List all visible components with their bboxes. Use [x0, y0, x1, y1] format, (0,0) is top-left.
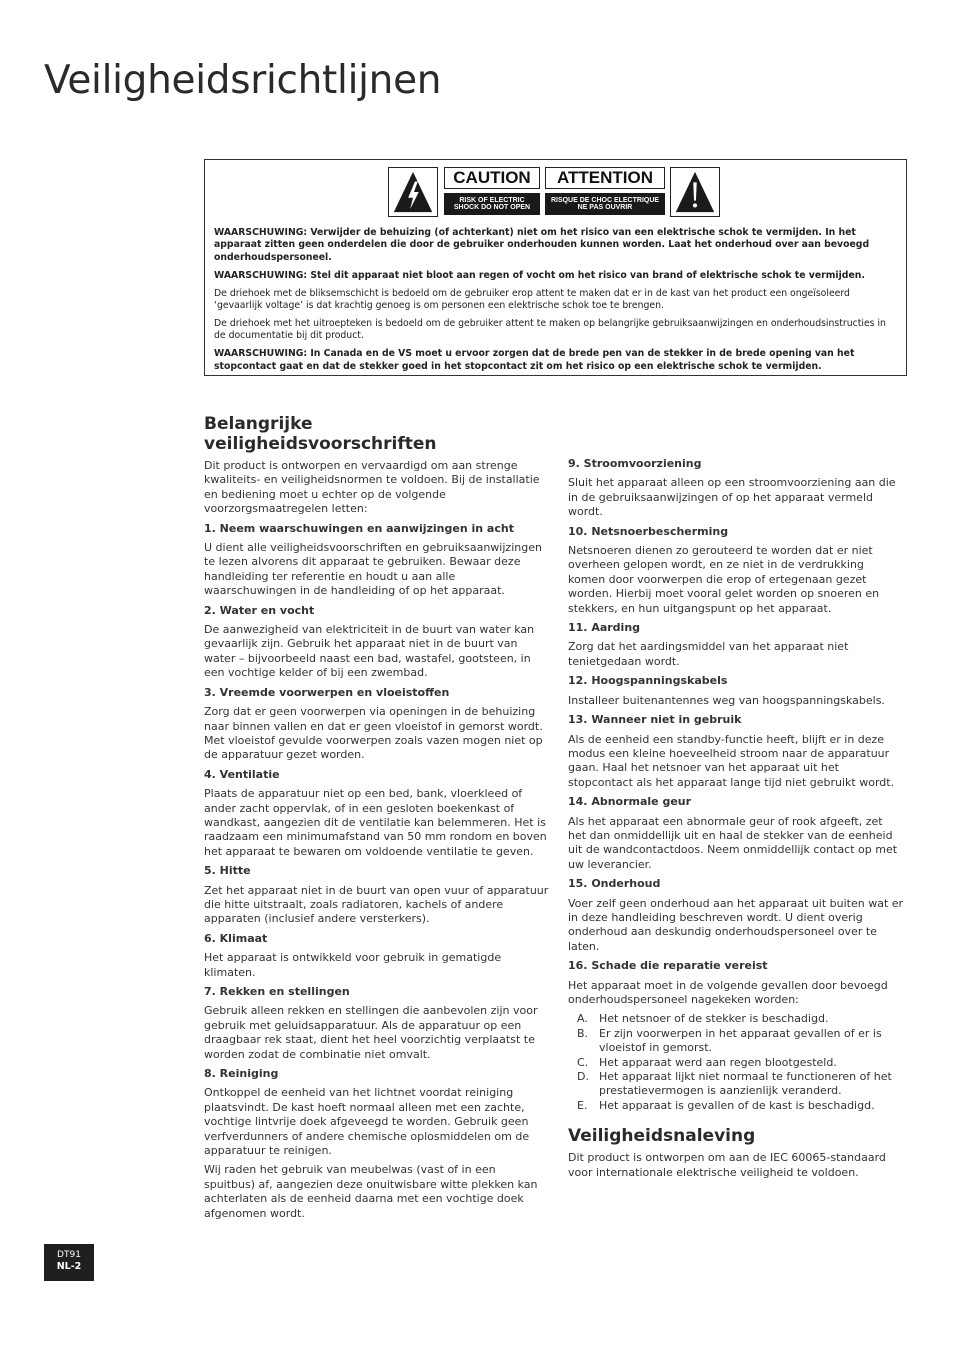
- item-body: Als het apparaat een abnormale geur of rook afgeeft, zet het dan onmiddellijk uit en haal de stekker van de eenheid uit de wandcontactdoos. Neem onmiddellijk contact op met uw leverancier.: [568, 814, 898, 871]
- item-body: U dient alle veiligheidsvoorschriften en gebruiksaanwijzingen te lezen alvorens dit apparaat te gebruiken. Bewaar deze handleiding ter referentie en houdt u aan alle waarschuwingen in de handleiding of op het apparaat.: [204, 541, 542, 598]
- lightning-triangle-icon: [388, 167, 438, 217]
- right-column: [568, 457, 904, 1185]
- item-title: 15. Onderhoud: [568, 877, 661, 891]
- item-title: 2. Water en vocht: [204, 603, 315, 617]
- caution-label: CAUTION RISK OF ELECTRIC SHOCK DO NOT OPEN: [444, 167, 540, 217]
- list-item: [568, 1012, 904, 1026]
- item-body: Als de eenheid een standby-functie heeft, blijft er in deze modus een kleine hoeveelheid stroom naar de apparatuur gaan. Haal het netsnoer van het apparaat uit het stopcontact als het apparaat lange tijd niet gebruikt wordt.: [568, 732, 895, 789]
- item-title: 3. Vreemde voorwerpen en vloeistoffen: [204, 685, 450, 699]
- item-title: 8. Reiniging: [204, 1067, 279, 1081]
- attention-label: ATTENTION RISQUE DE CHOC ELECTRIQUE NE PAS OUVRIR: [545, 167, 665, 217]
- list-text: Het netsnoer of de stekker is beschadigd.: [599, 1012, 829, 1026]
- item-body: Wij raden het gebruik van meubelwas (vast of in een spuitbus) af, aangezien deze onuitwisbare witte plekken kan achterlaten als de eenheid daarna met een vochtige doek afgenomen wordt.: [204, 1163, 538, 1220]
- item-title: 10. Netsnoerbescherming: [568, 524, 729, 538]
- item-title: 13. Wanneer niet in gebruik: [568, 713, 742, 727]
- item-body: Ontkoppel de eenheid van het lichtnet voordat reiniging plaatsvindt. De kast hoeft normaal alleen met een zachte, vochtige lintvrije doek afgeveegd te worden. Gebruik geen verfverdunners of andere chemische oplosmiddelen om de apparatuur te reinigen.: [204, 1086, 530, 1158]
- item-body: Zorg dat het aardingsmiddel van het apparaat niet tenietgedaan wordt.: [568, 640, 849, 668]
- damage-list: [568, 1012, 904, 1113]
- warning-paragraph: WAARSCHUWING: Verwijder de behuizing (of achterkant) niet om het risico van een elektrische schok te vermijden. In het apparaat zitten geen onderdelen die door de gebruiker onderhouden kunnen worden. Laat het onderhoud over aan bevoegd onderhoudspersoneel.: [214, 227, 870, 263]
- item-title: 7. Rekken en stellingen: [204, 985, 350, 998]
- list-letter: B.: [577, 1026, 589, 1040]
- warning-text: [214, 227, 897, 379]
- list-letter: D.: [577, 1070, 589, 1084]
- compliance-heading: Veiligheidsnaleving: [568, 1126, 756, 1147]
- model-name: DT91: [57, 1250, 81, 1260]
- page-title: Veiligheidsrichtlijnen: [44, 58, 442, 103]
- item-title: 9. Stroomvoorziening: [568, 457, 702, 470]
- item-title: 5. Hitte: [204, 864, 251, 878]
- item-body: Het apparaat moet in de volgende gevallen door bevoegd onderhoudspersoneel nagekeken worden:: [568, 978, 888, 1006]
- list-letter: E.: [577, 1098, 588, 1112]
- warning-paragraph: De driehoek met het uitroepteken is bedoeld om de gebruiker attent te maken op belangrijke gebruiksaanwijzingen en onderhoudsinstructies in de documentatie bij dit product.: [214, 317, 886, 342]
- item-title: 14. Abnormale geur: [568, 795, 692, 809]
- item-body: Sluit het apparaat alleen op een stroomvoorziening aan die in de gebruiksaanwijzingen of op het apparaat vermeld wordt.: [568, 476, 896, 519]
- list-text: Er zijn voorwerpen in het apparaat gevallen of er is vloeistof in gemorst.: [599, 1026, 882, 1055]
- item-title: 1. Neem waarschuwingen en aanwijzingen in acht: [204, 521, 514, 535]
- item-body: Gebruik alleen rekken en stellingen die aanbevolen zijn voor gebruik met geluidsapparatuur. Als de apparatuur op een draagbaar rek staat, dient het heel voorzichtig verplaatst te worden zodat de combinatie niet omvalt.: [204, 1004, 538, 1061]
- warning-box: [204, 159, 907, 376]
- warning-symbols: [388, 167, 722, 219]
- list-item: [568, 1027, 904, 1056]
- left-column: [204, 414, 550, 1226]
- list-letter: C.: [577, 1055, 589, 1069]
- item-body: Het apparaat is ontwikkeld voor gebruik in gematigde klimaten.: [204, 951, 502, 979]
- warning-paragraph: WAARSCHUWING: Stel dit apparaat niet bloot aan regen of vocht om het risico van brand of elektrische schok te vermijden.: [214, 269, 865, 281]
- item-body: Zorg dat er geen voorwerpen via openingen in de behuizing naar binnen vallen en dat er geen vloeistof in gemorst wordt. Met vloeistof gevulde voorwerpen zoals vazen mogen niet op de apparatuur gezet worden.: [204, 705, 543, 762]
- item-body: Voer zelf geen onderhoud aan het apparaat uit buiten wat er in deze handleiding beschreven wordt. U dient overig onderhoud aan deskundig onderhoudspersoneel over te laten.: [568, 896, 904, 953]
- list-item: [568, 1056, 904, 1070]
- item-title: 16. Schade die reparatie vereist: [568, 959, 768, 973]
- list-item: [568, 1099, 904, 1113]
- item-body: Plaats de apparatuur niet op een bed, bank, vloerkleed of ander zacht oppervlak, of in een gesloten boekenkast of wandkast, aangezien dit de ventilatie kan belemmeren. Het is raadzaam een minimumafstand van 50 mm rondom en boven het apparaat te bewaren om voldoende ventilatie te geven.: [204, 787, 547, 858]
- list-text: Het apparaat is gevallen of de kast is beschadigd.: [599, 1098, 875, 1112]
- page-number: NL-2: [56, 1261, 82, 1272]
- list-text: Het apparaat werd aan regen blootgesteld.: [599, 1055, 837, 1069]
- item-title: 4. Ventilatie: [204, 767, 280, 781]
- compliance-body: Dit product is ontworpen om aan de IEC 60065-standaard voor internationale elektrische veiligheid te voldoen.: [568, 1151, 886, 1179]
- item-body: Installeer buitenantennes weg van hoogspanningskabels.: [568, 693, 885, 707]
- item-title: 12. Hoogspanningskabels: [568, 674, 728, 688]
- list-item: [568, 1070, 904, 1099]
- item-title: 11. Aarding: [568, 621, 641, 635]
- item-title: 6. Klimaat: [204, 931, 268, 945]
- list-text: Het apparaat lijkt niet normaal te functioneren of het prestatievermogen is aanzienlijk veranderd.: [599, 1070, 892, 1098]
- list-letter: A.: [577, 1012, 588, 1026]
- page-footer-badge: [44, 1244, 94, 1281]
- exclamation-triangle-icon: [670, 167, 720, 217]
- warning-paragraph: WAARSCHUWING: In Canada en de VS moet u ervoor zorgen dat de brede pen van de stekker in de brede opening van het stopcontact gaat en dat de stekker goed in het stopcontact zit om het risico op een elektrische schok te vermijden.: [214, 348, 855, 372]
- warning-paragraph: De driehoek met de bliksemschicht is bedoeld om de gebruiker erop attent te maken dat er in de kast van het product een ongeïsoleerd ‘gevaarlijk voltage’ is dat krachtig genoeg is om personen een elektrische schok toe te brengen.: [214, 287, 850, 312]
- section-heading: Belangrijke veiligheidsvoorschriften: [204, 414, 437, 454]
- intro-text: Dit product is ontworpen en vervaardigd om aan strenge kwaliteits- en veiligheidsnormen te voldoen. Bij de installatie en bediening moet u echter op de volgende voorzorgsmaatregelen letten:: [204, 459, 540, 516]
- item-body: Netsnoeren dienen zo gerouteerd te worden dat er niet overheen gelopen wordt, en ze niet in de verdrukking komen door voorwerpen die erop of ertegenaan gezet worden. Hierbij moet vooral gelet worden op snoeren en stekkers, en hun uitgangspunt op het apparaat.: [568, 544, 880, 615]
- item-body: Zet het apparaat niet in de buurt van open vuur of apparatuur die hitte uitstraalt, zoals radiatoren, kachels of andere apparaten (inclusief andere versterkers).: [204, 883, 549, 926]
- item-body: De aanwezigheid van elektriciteit in de buurt van water kan gevaarlijk zijn. Gebruik het apparaat niet in de buurt van water – bijvoorbeeld naast een bad, wastafel, gootsteen, in een vochtige kelder of bij een zwembad.: [204, 623, 535, 680]
